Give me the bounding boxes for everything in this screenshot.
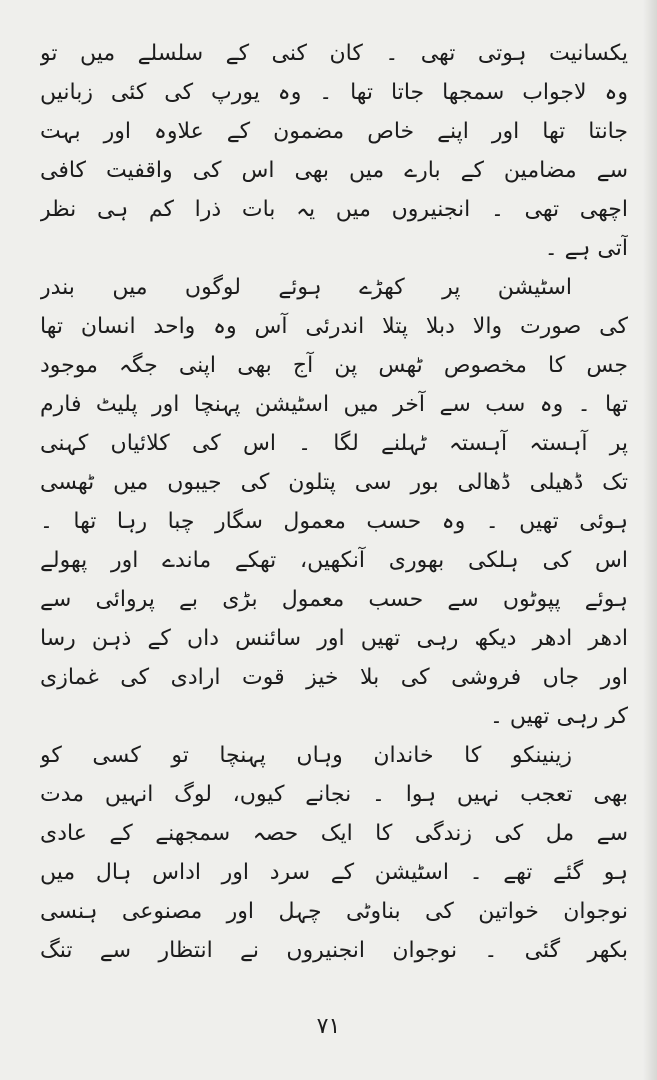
text-line: تھا ۔ وہ سب سے آخر میں اسٹیشن پہنچا اور پلیٹ فارم (40, 392, 628, 417)
spine-shadow (643, 0, 657, 1080)
text-line: جس کا مخصوص ٹھس پن آج بھی اپنی جگہ موجود (40, 353, 628, 378)
text-line: تک ڈھیلی ڈھالی بور سی پتلون کی جیبوں میں ٹھسی (40, 470, 628, 495)
text-line: وہ لاجواب سمجھا جاتا تھا ۔ وہ یورپ کی کئی زبانیں (40, 80, 628, 105)
text-line: سے مل کی زندگی کا ایک حصہ سمجھنے کے عادی (40, 821, 628, 846)
text-line: بھی تعجب نہیں ہوا ۔ نجانے کیوں، لوگ انہیں مدت (40, 782, 628, 807)
text-line: اس کی ہلکی بھوری آنکھیں، تھکے ماندے اور پھولے (40, 548, 628, 573)
text-line: سے مضامین کے بارے میں بھی اس کی واقفیت کافی (40, 158, 628, 183)
text-line: بکھر گئی ۔ نوجوان انجنیروں نے انتظار سے تنگ (40, 938, 628, 963)
text-line: آتی ہے ۔ (544, 236, 628, 261)
text-line: ادھر ادھر دیکھ رہی تھیں اور سائنس داں کے ذہن رسا (40, 626, 628, 651)
text-line: زینینکو کا خاندان وہاں پہنچا تو کسی کو (40, 743, 572, 768)
text-line: کی صورت والا دبلا پتلا اندرئی آس وہ واحد انسان تھا (40, 314, 628, 339)
text-line: اسٹیشن پر کھڑے ہوئے لوگوں میں بندر (40, 275, 572, 300)
text-line: نوجوان خواتین کی بناوٹی چہل اور مصنوعی ہنسی (40, 899, 628, 924)
text-line: یکسانیت ہوتی تھی ۔ کان کنی کے سلسلے میں تو (40, 41, 628, 66)
text-line: جانتا تھا اور اپنے خاص مضمون کے علاوہ اور بہت (40, 119, 628, 144)
text-line: پر آہستہ آہستہ ٹہلنے لگا ۔ اس کی کلائیاں کہنی (40, 431, 628, 456)
text-line: کر رہی تھیں ۔ (490, 704, 628, 729)
text-line: اچھی تھی ۔ انجنیروں میں یہ بات ذرا کم ہی نظر (40, 197, 628, 222)
text-line: ہو گئے تھے ۔ اسٹیشن کے سرد اور اداس ہال میں (40, 860, 628, 885)
text-line: اور جاں فروشی کی بلا خیز قوت ارادی کی غمازی (40, 665, 628, 690)
body-text (40, 34, 628, 970)
text-line: ہوئی تھیں ۔ وہ حسب معمول سگار چبا رہا تھا ۔ (40, 509, 628, 534)
page-number: ۷۱ (316, 1014, 341, 1039)
text-line: ہوئے پپوٹوں سے حسب معمول بڑی بے پروائی سے (40, 587, 628, 612)
